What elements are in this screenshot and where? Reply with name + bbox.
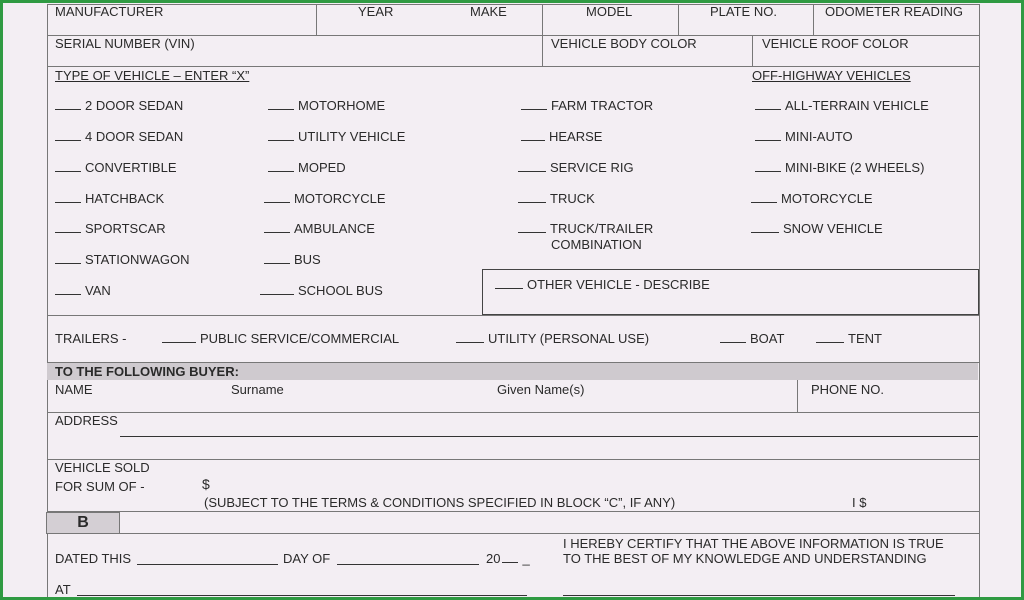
sep-model	[542, 4, 543, 66]
option-bus: BUS	[264, 252, 321, 267]
option-all-terrain: ALL-TERRAIN VEHICLE	[755, 98, 929, 113]
sep-odometer	[813, 4, 814, 35]
certify-line-2: TO THE BEST OF MY KNOWLEDGE AND UNDERSTANDING	[563, 551, 927, 566]
option-snow-vehicle: SNOW VEHICLE	[751, 221, 883, 236]
rule-types-bottom	[47, 315, 979, 316]
name-label: NAME	[55, 382, 93, 397]
sep-year	[316, 4, 317, 35]
option-motorcycle: MOTORCYCLE	[264, 191, 386, 206]
given-name-label: Given Name(s)	[497, 382, 585, 397]
option-4-door-sedan: 4 DOOR SEDAN	[55, 129, 183, 144]
option-sportscar: SPORTSCAR	[55, 221, 166, 236]
odometer-label: ODOMETER READING	[825, 4, 963, 19]
body-color-label: VEHICLE BODY COLOR	[551, 36, 697, 51]
option-offhighway-motorcycle: MOTORCYCLE	[751, 191, 873, 206]
trailer-boat: BOAT	[720, 331, 784, 346]
for-sum-of-label: FOR SUM OF -	[55, 479, 145, 494]
phone-label: PHONE NO.	[811, 382, 884, 397]
at-label: AT	[55, 582, 71, 597]
dollar-sign: $	[202, 476, 210, 492]
vehicle-sold-label: VEHICLE SOLD	[55, 460, 150, 475]
rule-row2	[47, 66, 979, 67]
option-2-door-sedan: 2 DOOR SEDAN	[55, 98, 183, 113]
option-mini-bike: MINI-BIKE (2 WHEELS)	[755, 160, 924, 175]
trailer-utility: UTILITY (PERSONAL USE)	[456, 331, 649, 346]
option-truck: TRUCK	[518, 191, 595, 206]
rule-right	[979, 4, 980, 600]
rule-b-top	[120, 533, 979, 534]
dated-month-line[interactable]	[337, 564, 479, 565]
sep-plate	[678, 4, 679, 35]
at-line[interactable]	[77, 595, 527, 596]
signature-line[interactable]	[563, 595, 955, 596]
dollar-sign-2: I $	[852, 495, 867, 510]
option-moped: MOPED	[268, 160, 346, 175]
address-label: ADDRESS	[55, 413, 118, 428]
other-vehicle-box[interactable]	[482, 269, 979, 315]
surname-label: Surname	[231, 382, 284, 397]
rule-address-bottom	[47, 459, 979, 460]
sep-roof	[752, 35, 753, 66]
day-of-label: DAY OF	[283, 551, 331, 566]
option-truck-trailer-line2: COMBINATION	[551, 237, 642, 252]
option-mini-auto: MINI-AUTO	[755, 129, 853, 144]
address-line[interactable]	[120, 436, 978, 437]
rule-name-bottom	[47, 412, 979, 413]
terms-note: (SUBJECT TO THE TERMS & CONDITIONS SPECIFIED IN BLOCK “C”, IF ANY)	[204, 495, 676, 510]
option-utility-vehicle: UTILITY VEHICLE	[268, 129, 405, 144]
option-farm-tractor: FARM TRACTOR	[521, 98, 653, 113]
dated-this-label: DATED THIS	[55, 551, 132, 566]
type-heading: TYPE OF VEHICLE – ENTER “X”	[55, 68, 250, 83]
option-service-rig: SERVICE RIG	[518, 160, 634, 175]
plate-label: PLATE NO.	[710, 4, 777, 19]
trailers-label: TRAILERS -	[55, 331, 127, 346]
certify-line-1: I HEREBY CERTIFY THAT THE ABOVE INFORMATION IS TRUE	[563, 536, 944, 551]
year-label: YEAR	[358, 4, 394, 19]
trailer-public-service: PUBLIC SERVICE/COMMERCIAL	[162, 331, 399, 346]
roof-color-label: VEHICLE ROOF COLOR	[762, 36, 909, 51]
option-hatchback: HATCHBACK	[55, 191, 164, 206]
option-stationwagon: STATIONWAGON	[55, 252, 189, 267]
option-school-bus: SCHOOL BUS	[260, 283, 383, 298]
option-ambulance: AMBULANCE	[264, 221, 375, 236]
offhighway-heading: OFF-HIGHWAY VEHICLES	[752, 68, 911, 83]
option-other-vehicle: OTHER VEHICLE - DESCRIBE	[495, 277, 710, 292]
manufacturer-label: MANUFACTURER	[55, 4, 164, 19]
option-van: VAN	[55, 283, 111, 298]
rule-sale-bottom	[47, 511, 979, 512]
year-prefix: 20 _	[486, 551, 530, 566]
option-motorhome: MOTORHOME	[268, 98, 385, 113]
serial-label: SERIAL NUMBER (VIN)	[55, 36, 195, 51]
block-b-label: B	[46, 512, 120, 534]
option-convertible: CONVERTIBLE	[55, 160, 177, 175]
dated-day-line[interactable]	[137, 564, 278, 565]
trailer-tent: TENT	[816, 331, 882, 346]
model-label: MODEL	[586, 4, 633, 19]
buyer-heading: TO THE FOLLOWING BUYER:	[55, 364, 239, 379]
rule-left	[47, 4, 48, 600]
make-label: MAKE	[470, 4, 507, 19]
sep-phone	[797, 380, 798, 412]
option-hearse: HEARSE	[521, 129, 602, 144]
option-truck-trailer: TRUCK/TRAILER	[518, 221, 653, 236]
